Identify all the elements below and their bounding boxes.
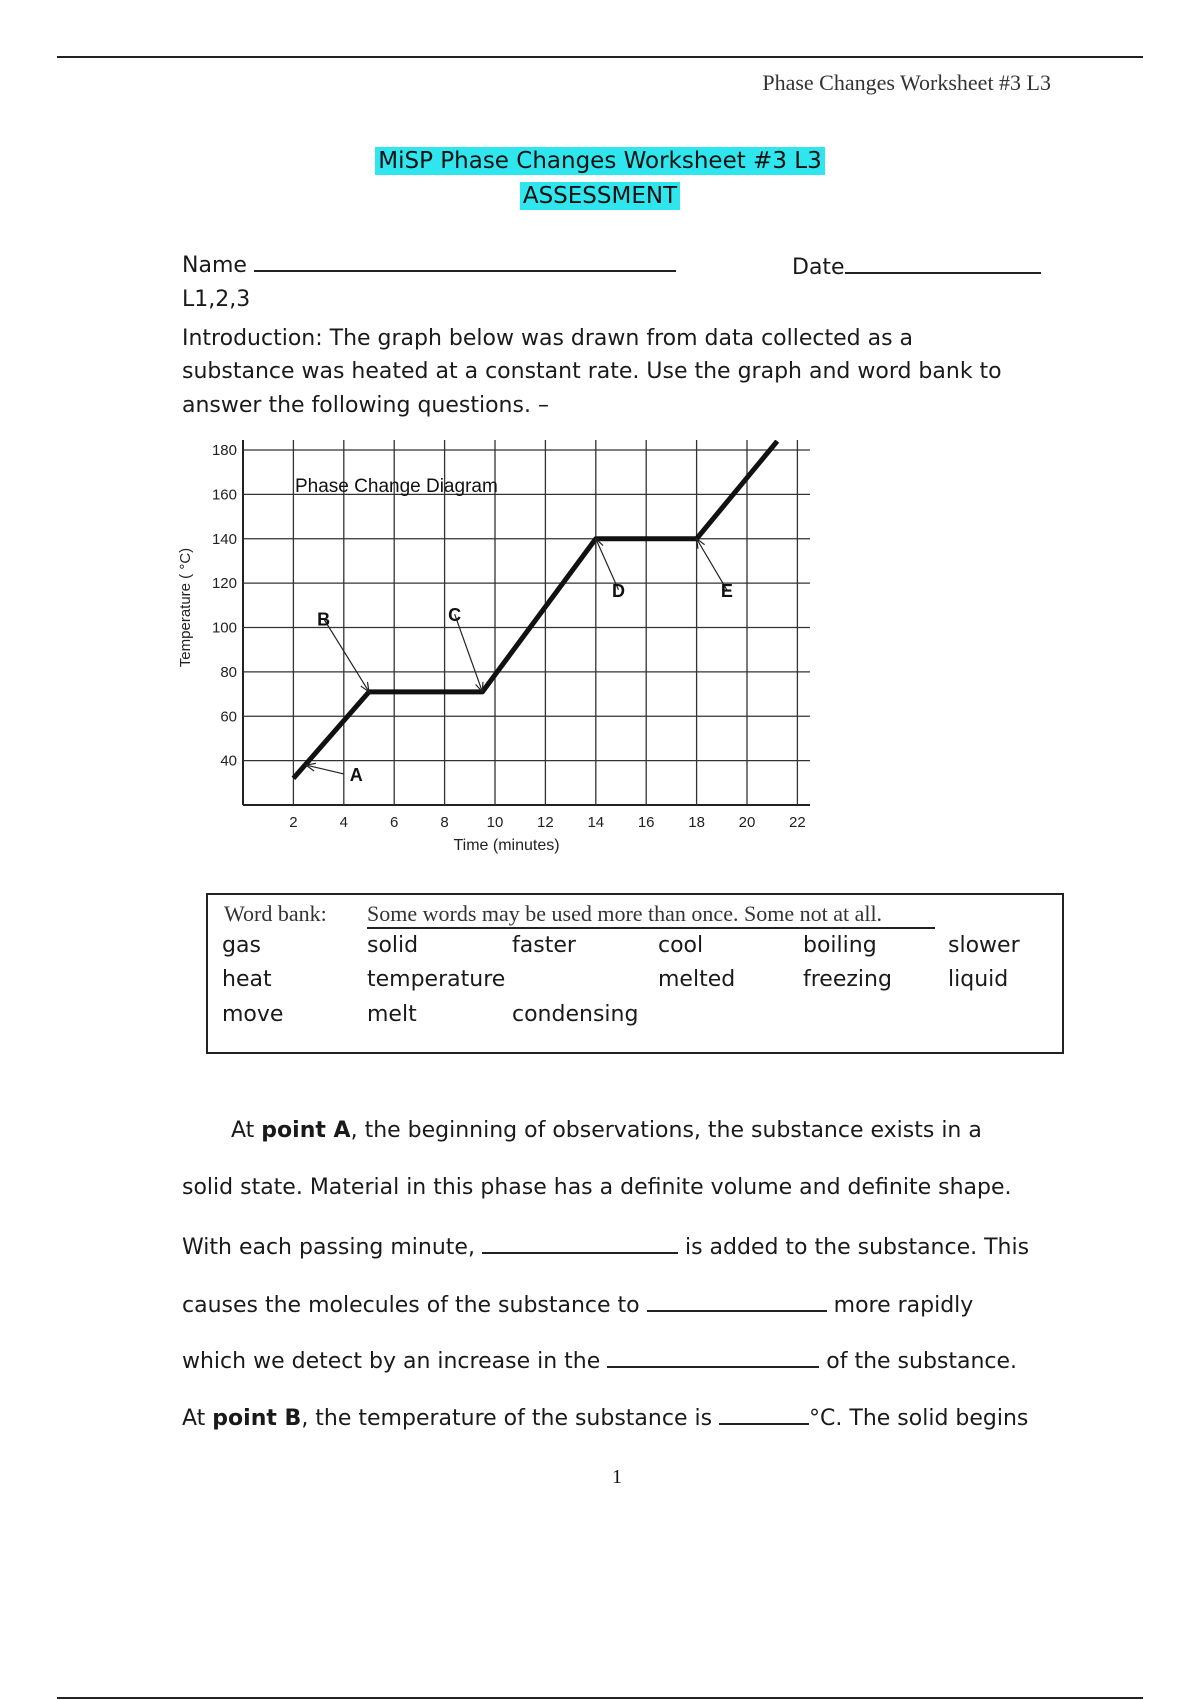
word-bank-word: melted: [658, 967, 736, 992]
y-tick-label: 120: [211, 575, 237, 593]
blank-heat[interactable]: [482, 1232, 678, 1254]
intro-line-1: Introduction: The graph below was drawn from data collected as a: [182, 326, 914, 351]
word-bank-label: Word bank:: [224, 901, 327, 926]
word-bank: [206, 893, 1064, 1054]
body-line-2: solid state. Material in this phase has a definite volume and definite shape.: [182, 1175, 1012, 1200]
y-tick-label: 140: [211, 530, 237, 548]
bottom-rule: [57, 1697, 1143, 1699]
y-tick-label: 160: [211, 486, 237, 504]
blank-move[interactable]: [647, 1290, 827, 1312]
annotation-arrowhead: [361, 682, 369, 692]
x-tick-label: 6: [390, 814, 399, 831]
x-tick-label: 2: [289, 814, 298, 831]
top-rule: [57, 56, 1143, 58]
word-bank-word: condensing: [512, 1002, 639, 1027]
date-blank[interactable]: [845, 252, 1041, 274]
point-label-c: C: [448, 605, 462, 626]
y-tick-label: 100: [211, 619, 237, 637]
point-label-a: A: [349, 764, 363, 785]
annotation-arrowhead: [697, 539, 705, 549]
annotation-arrow: [324, 619, 369, 692]
point-label-d: D: [611, 580, 625, 601]
chart-title: Phase Change Diagram: [295, 476, 498, 497]
word-bank-word: liquid: [948, 967, 1009, 992]
worksheet-title: MiSP Phase Changes Worksheet #3 L3: [0, 148, 1200, 174]
x-tick-label: 14: [587, 814, 605, 831]
name-blank[interactable]: [254, 250, 676, 272]
x-tick-label: 12: [537, 814, 554, 831]
y-tick-label: 80: [220, 663, 237, 681]
x-tick-label: 10: [486, 814, 504, 831]
word-bank-word: freezing: [803, 967, 892, 992]
intro-line-3: answer the following questions. –: [182, 393, 549, 418]
word-bank-word: heat: [222, 967, 272, 992]
body-line-1: At point A, the beginning of observations, the substance exists in a: [231, 1118, 982, 1143]
x-tick-label: 18: [688, 814, 705, 831]
x-tick-label: 16: [637, 814, 655, 831]
blank-temp-b[interactable]: [719, 1403, 809, 1425]
y-tick-label: 180: [211, 442, 237, 459]
word-bank-word: solid: [367, 933, 419, 958]
word-bank-word: move: [222, 1002, 284, 1027]
x-tick-label: 20: [738, 814, 756, 831]
body-line-3: With each passing minute, is added to the substance. This: [182, 1232, 1029, 1260]
date-field[interactable]: Date: [792, 252, 1041, 280]
intro-line-2: substance was heated at a constant rate. Use the graph and word bank to: [182, 359, 1002, 384]
running-header: Phase Changes Worksheet #3 L3: [762, 70, 1051, 95]
x-axis-label: Time (minutes): [453, 837, 560, 854]
y-tick-label: 40: [220, 752, 237, 770]
blank-temperature[interactable]: [607, 1346, 819, 1368]
point-label-b: B: [317, 609, 331, 630]
word-bank-word: cool: [658, 933, 704, 958]
body-line-4: causes the molecules of the substance to more rapidly: [182, 1290, 973, 1318]
word-bank-word: gas: [222, 933, 261, 958]
word-bank-word: melt: [367, 1002, 417, 1027]
level-label: L1,2,3: [182, 287, 251, 312]
x-tick-label: 8: [440, 814, 449, 831]
page-number: 1: [612, 1466, 622, 1488]
body-line-6: At point B, the temperature of the substance is °C. The solid begins: [182, 1403, 1028, 1431]
y-axis-label: Temperature ( °C): [177, 547, 194, 668]
word-bank-word: boiling: [803, 933, 877, 958]
y-tick-label: 60: [220, 708, 237, 726]
x-tick-label: 22: [789, 814, 806, 831]
word-bank-note: Some words may be used more than once. Some not at all.: [367, 901, 935, 929]
point-label-e: E: [720, 580, 733, 601]
body-line-5: which we detect by an increase in the of the substance.: [182, 1346, 1017, 1374]
word-bank-word: temperature: [367, 967, 506, 992]
x-tick-label: 4: [339, 814, 348, 831]
phase-change-chart: [170, 440, 830, 860]
annotation-arrow: [455, 614, 483, 692]
worksheet-subtitle: ASSESSMENT: [0, 183, 1200, 209]
name-field[interactable]: Name: [182, 250, 676, 278]
word-bank-word: faster: [512, 933, 576, 958]
word-bank-word: slower: [948, 933, 1020, 958]
